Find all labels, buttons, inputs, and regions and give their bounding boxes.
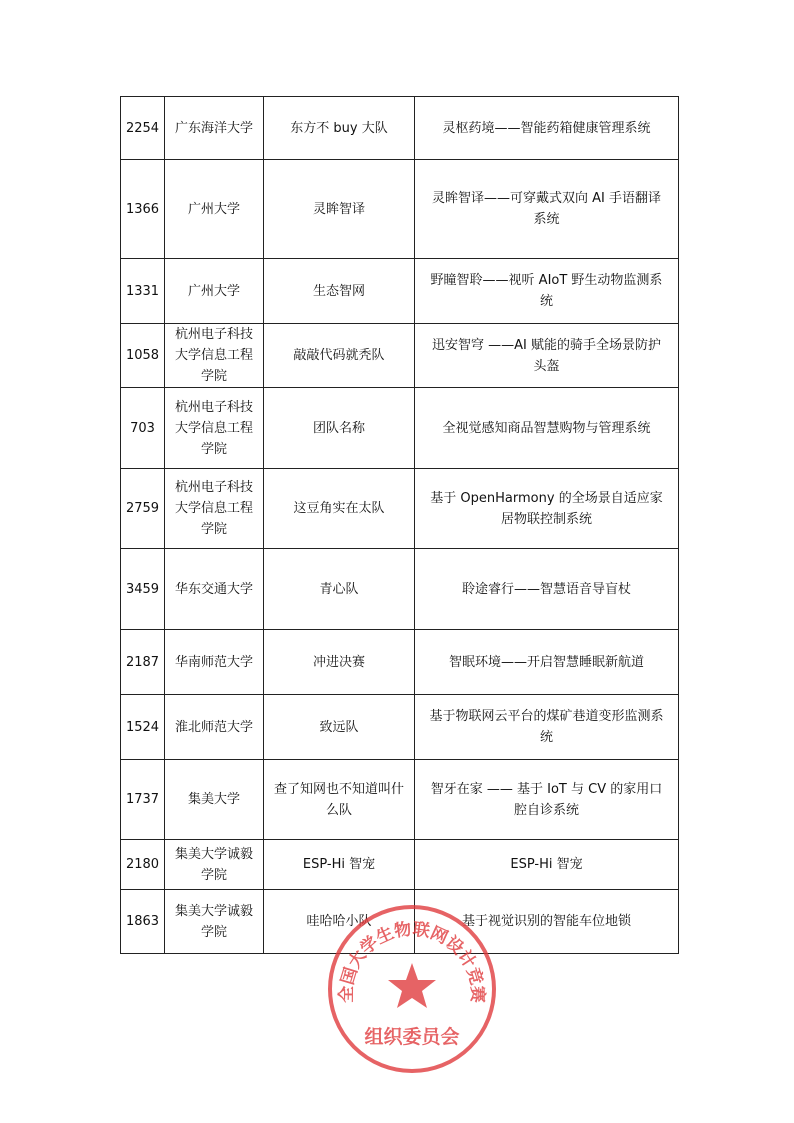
cell-project: ESP-Hi 智宠: [415, 840, 679, 890]
cell-team: 灵眸智译: [264, 160, 415, 259]
cell-school: 杭州电子科技大学信息工程学院: [165, 388, 264, 469]
cell-id: 3459: [121, 549, 165, 630]
cell-team: 青心队: [264, 549, 415, 630]
cell-team: 团队名称: [264, 388, 415, 469]
table-row: [121, 388, 679, 469]
cell-project: 灵枢药境——智能药箱健康管理系统: [415, 97, 679, 160]
cell-school: 杭州电子科技大学信息工程学院: [165, 324, 264, 388]
cell-team: 致远队: [264, 695, 415, 760]
table-row: [121, 695, 679, 760]
cell-project: 基于 OpenHarmony 的全场景自适应家居物联控制系统: [415, 469, 679, 549]
table-row: [121, 469, 679, 549]
cell-id: 2180: [121, 840, 165, 890]
table-row: [121, 97, 679, 160]
cell-school: 集美大学诚毅学院: [165, 840, 264, 890]
cell-team: ESP-Hi 智宠: [264, 840, 415, 890]
cell-project: 基于物联网云平台的煤矿巷道变形监测系统: [415, 695, 679, 760]
cell-id: 1058: [121, 324, 165, 388]
organizing-committee-seal: [326, 903, 498, 1075]
cell-school: 广州大学: [165, 160, 264, 259]
table-row: [121, 630, 679, 695]
cell-school: 集美大学: [165, 760, 264, 840]
results-table-body: [121, 97, 679, 954]
cell-id: 2759: [121, 469, 165, 549]
cell-id: 1331: [121, 259, 165, 324]
cell-project: 基于视觉识别的智能车位地锁: [415, 890, 679, 954]
cell-team: 冲进决赛: [264, 630, 415, 695]
cell-school: 华南师范大学: [165, 630, 264, 695]
cell-team: 哇哈哈小队: [264, 890, 415, 954]
seal-ring-text: 全国大学生物联网设计竞赛: [336, 919, 488, 1003]
cell-project: 智牙在家 —— 基于 IoT 与 CV 的家用口腔自诊系统: [415, 760, 679, 840]
cell-id: 2254: [121, 97, 165, 160]
cell-school: 集美大学诚毅学院: [165, 890, 264, 954]
results-table: [120, 96, 679, 954]
table-row: [121, 324, 679, 388]
cell-id: 1737: [121, 760, 165, 840]
cell-team: 敲敲代码就秃队: [264, 324, 415, 388]
table-row: [121, 760, 679, 840]
cell-school: 杭州电子科技大学信息工程学院: [165, 469, 264, 549]
cell-team: 东方不 buy 大队: [264, 97, 415, 160]
cell-team: 这豆角实在太队: [264, 469, 415, 549]
cell-project: 灵眸智译——可穿戴式双向 AI 手语翻译系统: [415, 160, 679, 259]
cell-project: 智眠环境——开启智慧睡眠新航道: [415, 630, 679, 695]
cell-school: 广州大学: [165, 259, 264, 324]
cell-id: 1524: [121, 695, 165, 760]
table-row: [121, 840, 679, 890]
cell-project: 迅安智穹 ——AI 赋能的骑手全场景防护头盔: [415, 324, 679, 388]
table-row: [121, 160, 679, 259]
table-row: [121, 259, 679, 324]
cell-school: 华东交通大学: [165, 549, 264, 630]
cell-school: 广东海洋大学: [165, 97, 264, 160]
seal-star-icon: [388, 963, 436, 1008]
cell-id: 1366: [121, 160, 165, 259]
cell-id: 1863: [121, 890, 165, 954]
cell-id: 2187: [121, 630, 165, 695]
cell-team: 生态智网: [264, 259, 415, 324]
cell-project: 全视觉感知商品智慧购物与管理系统: [415, 388, 679, 469]
cell-project: 聆途睿行——智慧语音导盲杖: [415, 549, 679, 630]
seal-bottom-text: 组织委员会: [364, 1026, 460, 1048]
cell-school: 淮北师范大学: [165, 695, 264, 760]
cell-team: 查了知网也不知道叫什么队: [264, 760, 415, 840]
table-row: [121, 549, 679, 630]
cell-project: 野瞳智聆——视听 AIoT 野生动物监测系统: [415, 259, 679, 324]
cell-id: 703: [121, 388, 165, 469]
